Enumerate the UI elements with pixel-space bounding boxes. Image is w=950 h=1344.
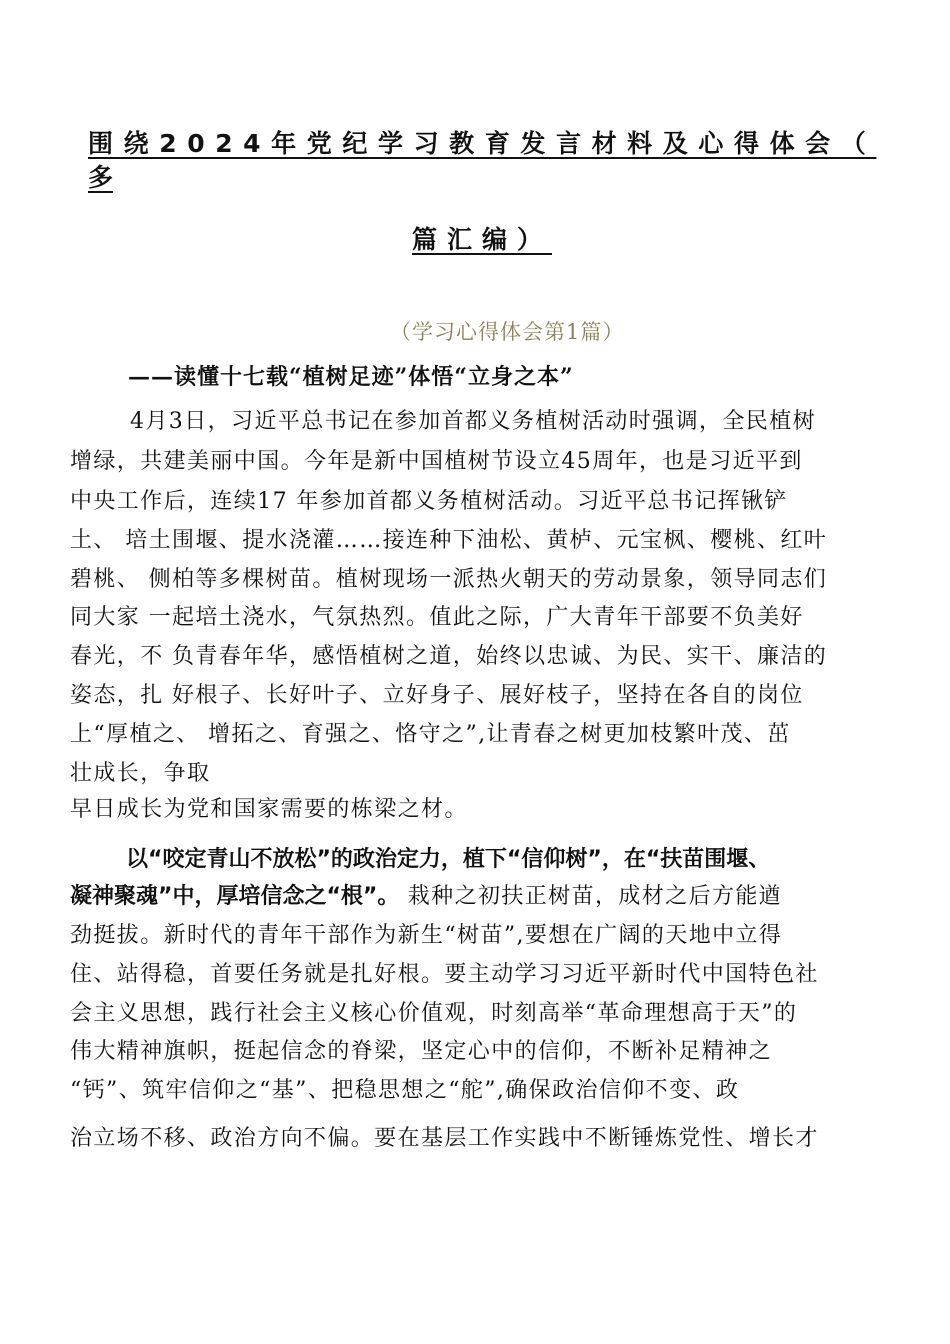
section-headline: ——读懂十七载“植树足迹”体悟“立身之本”	[128, 364, 574, 390]
paragraph-2-line: 会主义思想，践行社会主义核心价值观，时刻高举“革命理想高于天”的	[70, 1001, 798, 1026]
paragraph-1-line: 土、 培土围堰、提水浇灌……接连种下油松、黄栌、元宝枫、樱桃、红叶	[70, 528, 828, 553]
paragraph-2-line: 伟大精神旗帜，挺起信念的脊梁，坚定心中的信仰，不断补足精神之	[70, 1039, 773, 1064]
paragraph-2-line: 治立场不移、政治方向不偏。要在基层工作实践中不断锤炼党性、增长才	[70, 1126, 819, 1151]
paragraph-1-line: 4月3日，习近平总书记在参加首都义务植树活动时强调，全民植树	[130, 409, 816, 434]
paragraph-1-line: 春光，不 负青春年华，感悟植树之道，始终以忠诚、为民、实干、廉洁的	[70, 644, 828, 669]
paragraph-2-line: 劲挺拔。新时代的青年干部作为新生“树苗”,要想在广阔的天地中立得	[70, 923, 783, 948]
paragraph-2-bold-text: 凝神聚魂”中，厚培信念之“根”。	[70, 884, 400, 909]
paragraph-2-line: 住、站得稳，首要任务就是扎好根。要主动学习习近平新时代中国特色社	[70, 962, 819, 987]
paragraph-2-line: “钙”、筑牢信仰之“基”、把稳思想之“舵”,确保政治信仰不变、政	[70, 1078, 740, 1103]
document-title-line-3: 篇汇编）	[412, 225, 553, 254]
paragraph-2-bold-line: 以“咬定青山不放松”的政治定力，植下“信仰树”，在“扶苗围堰、	[126, 847, 771, 872]
paragraph-1-line: 中央工作后，连续17 年参加首都义务植树活动。习近平总书记挥锹铲	[70, 489, 788, 514]
section-subhead: （学习心得体会第1篇）	[390, 320, 625, 344]
paragraph-1-line: 同大家 一起培土浇水，气氛热烈。值此之际，广大青年干部要不负美好	[70, 605, 804, 630]
paragraph-1-line: 增绿，共建美丽中国。今年是新中国植树节设立45周年，也是习近平到	[70, 449, 803, 474]
paragraph-1-line: 姿态，扎 好根子、长好叶子、立好身子、展好枝子，坚持在各自的岗位	[70, 683, 804, 708]
document-title-line-1: 围绕2024年党纪学习教育发言材料及心得体会（	[88, 129, 877, 158]
document-title-line-2: 多	[88, 163, 114, 192]
paragraph-2-plain-text: 栽种之初扶正树苗，成材之后方能遒	[399, 884, 783, 909]
paragraph-1-line: 早日成长为党和国家需要的栋梁之材。	[70, 797, 468, 822]
paragraph-2-bold-line-2	[70, 879, 782, 910]
paragraph-1-line: 上“厚植之、 增拓之、育强之、恪守之”,让青春之树更加枝繁叶茂、茁	[70, 722, 791, 747]
paragraph-1-line: 壮成长，争取	[70, 761, 211, 786]
paragraph-1-line: 碧桃、 侧柏等多棵树苗。植树现场一派热火朝天的劳动景象，领导同志们	[70, 567, 828, 592]
